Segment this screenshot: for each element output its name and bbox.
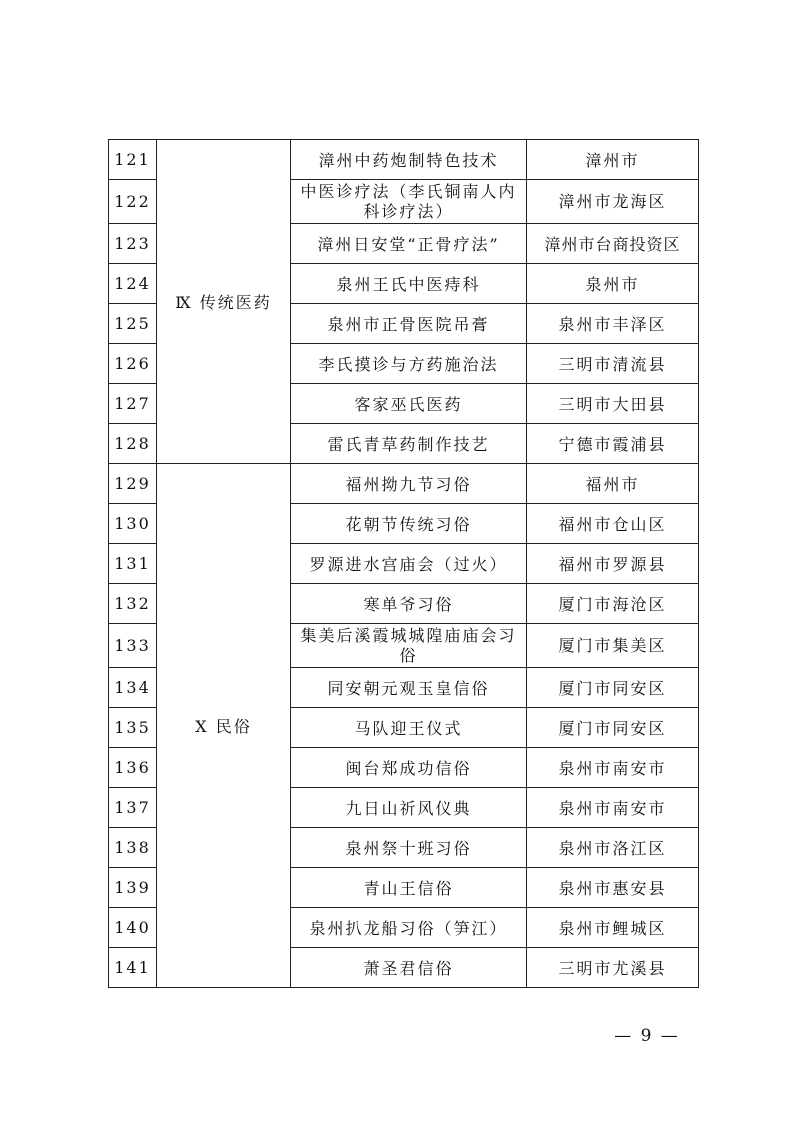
region-cell: 泉州市 [527, 264, 699, 304]
item-name: 雷氏青草药制作技艺 [291, 424, 527, 464]
row-number: 128 [109, 424, 157, 464]
row-number: 122 [109, 180, 157, 224]
item-name: 漳州日安堂“正骨疗法” [291, 224, 527, 264]
row-number: 139 [109, 868, 157, 908]
region-cell: 泉州市鲤城区 [527, 908, 699, 948]
region-cell: 漳州市龙海区 [527, 180, 699, 224]
category-cell: Ⅸ 传统医药 [157, 140, 291, 464]
item-name: 萧圣君信俗 [291, 948, 527, 988]
region-cell: 厦门市同安区 [527, 708, 699, 748]
item-name: 集美后溪霞城城隍庙庙会习俗 [291, 624, 527, 668]
row-number: 124 [109, 264, 157, 304]
item-name: 泉州王氏中医痔科 [291, 264, 527, 304]
region-cell: 泉州市丰泽区 [527, 304, 699, 344]
item-name: 同安朝元观玉皇信俗 [291, 668, 527, 708]
row-number: 130 [109, 504, 157, 544]
row-number: 140 [109, 908, 157, 948]
item-name: 马队迎王仪式 [291, 708, 527, 748]
region-cell: 福州市 [527, 464, 699, 504]
table-row [109, 464, 699, 504]
region-cell: 泉州市洛江区 [527, 828, 699, 868]
item-name: 闽台郑成功信俗 [291, 748, 527, 788]
region-cell: 宁德市霞浦县 [527, 424, 699, 464]
item-name: 寒单爷习俗 [291, 584, 527, 624]
region-cell: 厦门市同安区 [527, 668, 699, 708]
row-number: 134 [109, 668, 157, 708]
region-cell: 厦门市集美区 [527, 624, 699, 668]
item-name: 九日山祈风仪典 [291, 788, 527, 828]
item-name: 泉州市正骨医院吊膏 [291, 304, 527, 344]
row-number: 129 [109, 464, 157, 504]
item-name: 中医诊疗法（李氏铜南人内科诊疗法） [291, 180, 527, 224]
heritage-list-table [108, 139, 699, 988]
item-name: 漳州中药炮制特色技术 [291, 140, 527, 180]
row-number: 126 [109, 344, 157, 384]
row-number: 132 [109, 584, 157, 624]
region-cell: 福州市仓山区 [527, 504, 699, 544]
row-number: 138 [109, 828, 157, 868]
row-number: 127 [109, 384, 157, 424]
row-number: 136 [109, 748, 157, 788]
row-number: 135 [109, 708, 157, 748]
region-cell: 三明市大田县 [527, 384, 699, 424]
item-name: 福州拗九节习俗 [291, 464, 527, 504]
region-cell: 泉州市惠安县 [527, 868, 699, 908]
item-name: 客家巫氏医药 [291, 384, 527, 424]
row-number: 123 [109, 224, 157, 264]
item-name: 青山王信俗 [291, 868, 527, 908]
region-cell: 厦门市海沧区 [527, 584, 699, 624]
category-cell: Ⅹ 民俗 [157, 464, 291, 988]
region-cell: 漳州市 [527, 140, 699, 180]
region-cell: 福州市罗源县 [527, 544, 699, 584]
item-name: 泉州祭十班习俗 [291, 828, 527, 868]
region-cell: 泉州市南安市 [527, 748, 699, 788]
region-cell: 泉州市南安市 [527, 788, 699, 828]
page-number: — 9 — [614, 1026, 680, 1046]
row-number: 131 [109, 544, 157, 584]
item-name: 泉州扒龙船习俗（笋江） [291, 908, 527, 948]
row-number: 137 [109, 788, 157, 828]
row-number: 133 [109, 624, 157, 668]
region-cell: 三明市尤溪县 [527, 948, 699, 988]
item-name: 罗源进水宫庙会（过火） [291, 544, 527, 584]
row-number: 121 [109, 140, 157, 180]
region-cell: 漳州市台商投资区 [527, 224, 699, 264]
table-row [109, 140, 699, 180]
row-number: 125 [109, 304, 157, 344]
region-cell: 三明市清流县 [527, 344, 699, 384]
row-number: 141 [109, 948, 157, 988]
item-name: 花朝节传统习俗 [291, 504, 527, 544]
item-name: 李氏摸诊与方药施治法 [291, 344, 527, 384]
